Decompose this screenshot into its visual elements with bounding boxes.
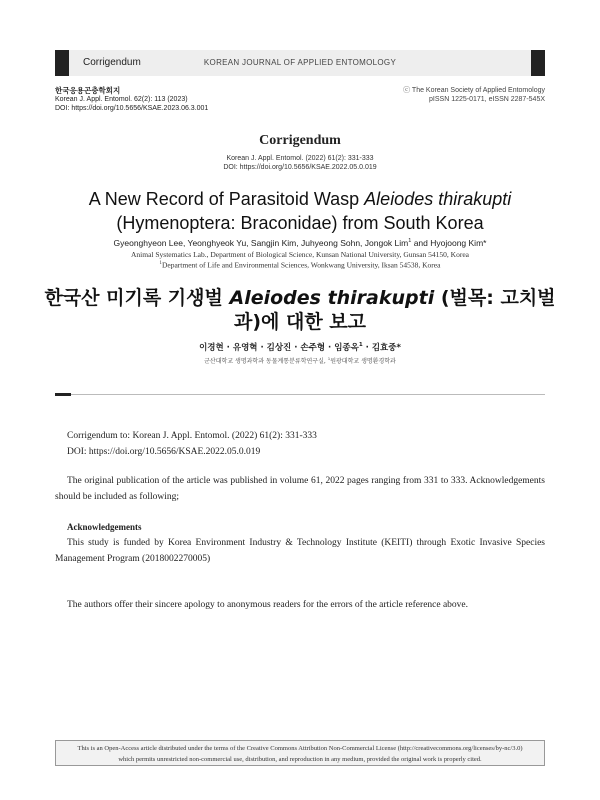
kr-affil-mark-2: 1 — [327, 356, 331, 361]
corrigendum-to-line: Corrigendum to: Korean J. Appl. Entomol. (2022) 61(2): 331-333 — [67, 431, 317, 441]
journal-name: KOREAN JOURNAL OF APPLIED ENTOMOLOGY — [203, 58, 397, 67]
license-line-2: which permits unrestricted non-commercial use, distribution, and reproduction in any medium, provided the original work is properly cited. — [118, 756, 482, 763]
article-title — [40, 187, 560, 235]
authors-english — [40, 238, 560, 248]
affil-mark: 1 — [408, 238, 412, 245]
title-part-1: A New Record of Parasitoid Wasp — [88, 189, 365, 209]
korean-title — [40, 286, 560, 334]
affiliation-1: Animal Systematics Lab., Department of Biological Science, Kunsan National University, Gunsan 54150, Korea — [131, 250, 469, 259]
acknowledgements-heading: Acknowledgements — [67, 522, 142, 532]
kr-affil-2: 원광대학교 생명환경학과 — [330, 358, 396, 365]
corrigendum-ref-line: Korean J. Appl. Entomol. (2022) 61(2): 331-333 — [226, 155, 374, 162]
kr-affil-mark: 1 — [358, 342, 363, 349]
corrigendum-reference — [40, 154, 560, 172]
corrigendum-to-doi[interactable]: DOI: https://doi.org/10.5656/KSAE.2022.05.0.019 — [67, 447, 261, 457]
acknowledgements-text: This study is funded by Korea Environment Industry & Technology Institute (KEITI) through Exotic Invasive Species Management Program (2018002270005) — [55, 538, 545, 564]
title-part-2: (Hymenoptera: Braconidae) from South Korea — [116, 213, 484, 233]
affiliation-korean — [40, 356, 560, 365]
apology-paragraph: The authors offer their sincere apology to anonymous readers for the errors of the article reference above. — [67, 600, 469, 610]
affiliation-2: Department of Life and Environmental Sciences, Wonkwang University, Iksan 54538, Korea — [161, 260, 441, 270]
paragraph-original-publication: The original publication of the article was published in volume 61, 2022 pages ranging from 331 to 333. Acknowledgements should be included as following; — [55, 476, 545, 502]
kr-title-species: Aleiodes thirakupti — [229, 287, 435, 309]
society-block — [403, 86, 545, 104]
author-last: and Hyojoong Kim* — [411, 238, 487, 248]
kr-affil-1: 군산대학교 생명과학과 동물계통분류학연구실, — [204, 358, 328, 365]
license-line-1: This is an Open-Access article distributed under the terms of the Creative Commons Attribution Non-Commercial License (http://creativecommons.org/licenses/by-nc/3.0) — [77, 745, 523, 752]
license-footer — [55, 740, 545, 766]
issn: pISSN 1225-0171, eISSN 2287-545X — [429, 96, 545, 103]
affiliation-2-row — [40, 259, 560, 270]
author-list: Gyeonghyeon Lee, Yeonghyeok Yu, Sangjin Kim, Juhyeong Sohn, Jongok Lim — [113, 238, 409, 248]
section-label: Corrigendum — [83, 57, 141, 68]
kr-author-list: 이경현 · 유영혁 · 김상진 · 손주형 · 임종옥 — [199, 343, 359, 353]
section-divider — [71, 394, 545, 395]
korean-journal-name: 한국응용곤충학회지 — [55, 86, 121, 95]
corrigendum-title: Corrigendum — [259, 133, 341, 148]
acknowledgements-section — [55, 519, 545, 567]
corrigendum-to — [55, 428, 545, 460]
society-name: ⓒ The Korean Society of Applied Entomology — [403, 87, 545, 94]
journal-reference: Korean J. Appl. Entomol. 62(2): 113 (2023) — [55, 96, 188, 103]
kr-title-part-1: 한국산 미기록 기생벌 — [44, 287, 230, 309]
authors-korean — [40, 341, 560, 353]
title-species: Aleiodes thirakupti — [364, 189, 512, 209]
citation-block — [55, 86, 208, 113]
article-doi[interactable]: DOI: https://doi.org/10.5656/KSAE.2023.06.3.001 — [55, 105, 209, 112]
affil-mark-2: 1 — [159, 261, 162, 266]
affiliations-english — [40, 250, 560, 270]
section-rule-marker — [55, 393, 71, 396]
kr-title-part-2: (벌목: 고치벌과)에 대한 보고 — [233, 287, 556, 333]
corrigendum-doi[interactable]: DOI: https://doi.org/10.5656/KSAE.2022.05.0.019 — [223, 164, 377, 171]
kr-author-last: · 김효중* — [362, 343, 401, 353]
